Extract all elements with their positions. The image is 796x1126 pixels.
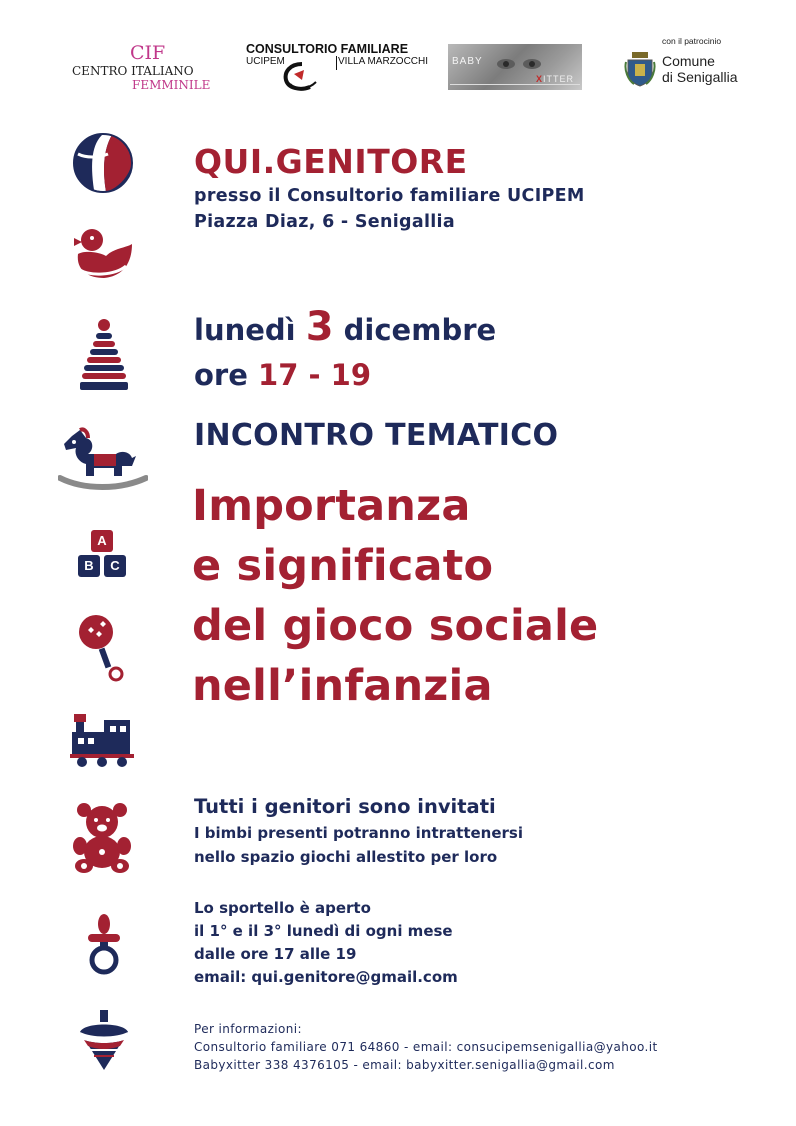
time-end: 19 [330, 358, 371, 392]
info-babyxitter-contact[interactable]: Babyxitter 338 4376105 - email: babyxitter.senigallia@gmail.com [194, 1058, 615, 1072]
consultorio-swirl-icon [280, 60, 324, 92]
babyxitter-x: X [536, 74, 544, 84]
spinning-top-icon [76, 1010, 132, 1072]
info-consultorio-contact[interactable]: Consultorio familiare 071 64860 - email: consucipemsenigallia@yahoo.it [194, 1040, 658, 1054]
event-date [194, 304, 496, 350]
stacking-rings-icon [78, 318, 130, 392]
teddy-bear-icon [70, 802, 134, 874]
time-start: 17 [258, 358, 299, 392]
block-a: A [91, 530, 113, 552]
duck-icon [70, 226, 134, 282]
topic-line: Importanza [192, 481, 471, 531]
cif-logo-abbr: CIF [130, 42, 166, 64]
invitation-line1: I bimbi presenti potranno intrattenersi [194, 824, 523, 842]
invitation-heading: Tutti i genitori sono invitati [194, 795, 496, 818]
day-number: 3 [305, 304, 334, 350]
event-subtitle: INCONTRO TEMATICO [194, 418, 559, 453]
consultorio-divider [336, 56, 337, 70]
comune-name-line1: Comune [662, 53, 715, 69]
consultorio-logo-sub1: UCIPEM [246, 56, 285, 67]
time-prefix: ore [194, 358, 248, 392]
event-title: QUI.GENITORE [194, 142, 468, 181]
rocking-horse-icon [58, 426, 148, 494]
consultorio-logo-title: CONSULTORIO FAMILIARE [246, 42, 409, 56]
desk-hours-line3: dalle ore 17 alle 19 [194, 945, 357, 963]
venue-line2: Piazza Diaz, 6 - Senigallia [194, 212, 455, 232]
babyxitter-logo [448, 44, 582, 90]
child-face-photo-icon [488, 50, 548, 80]
topic-line: nell’infanzia [192, 661, 493, 711]
train-icon [70, 714, 134, 768]
desk-email[interactable]: email: qui.genitore@gmail.com [194, 968, 458, 986]
day-name: lunedì [194, 313, 296, 347]
abc-blocks-icon [76, 530, 128, 580]
time-separator: - [308, 358, 321, 392]
block-c: C [104, 555, 126, 577]
info-heading: Per informazioni: [194, 1022, 302, 1036]
cif-logo-line2: FEMMINILE [132, 78, 211, 92]
topic-line: del gioco sociale [192, 601, 599, 651]
babyxitter-tagline-line [450, 84, 580, 85]
cif-logo-line1: CENTRO ITALIANO [72, 64, 194, 78]
consultorio-logo [244, 42, 436, 92]
babyxitter-rest: ITTER [543, 74, 575, 84]
ball-icon [72, 132, 134, 194]
babyxitter-word1: BABY [452, 56, 483, 67]
invitation-line2: nello spazio giochi allestito per loro [194, 848, 498, 866]
patrocinio-label: con il patrocinio [662, 36, 722, 46]
desk-hours-line1: Lo sportello è aperto [194, 899, 371, 917]
coat-of-arms-icon [624, 50, 656, 88]
comune-logo [624, 50, 764, 90]
cif-logo [72, 42, 212, 92]
desk-hours-line2: il 1° e il 3° lunedì di ogni mese [194, 922, 453, 940]
comune-name-line2: di Senigallia [662, 69, 738, 85]
topic-line: e significato [192, 541, 494, 591]
pacifier-icon [84, 912, 124, 976]
month: dicembre [343, 313, 497, 347]
venue-line1: presso il Consultorio familiare UCIPEM [194, 186, 585, 206]
rattle-icon [78, 612, 130, 682]
block-b: B [78, 555, 100, 577]
consultorio-logo-sub2: VILLA MARZOCCHI [338, 56, 429, 67]
event-time [194, 358, 371, 392]
